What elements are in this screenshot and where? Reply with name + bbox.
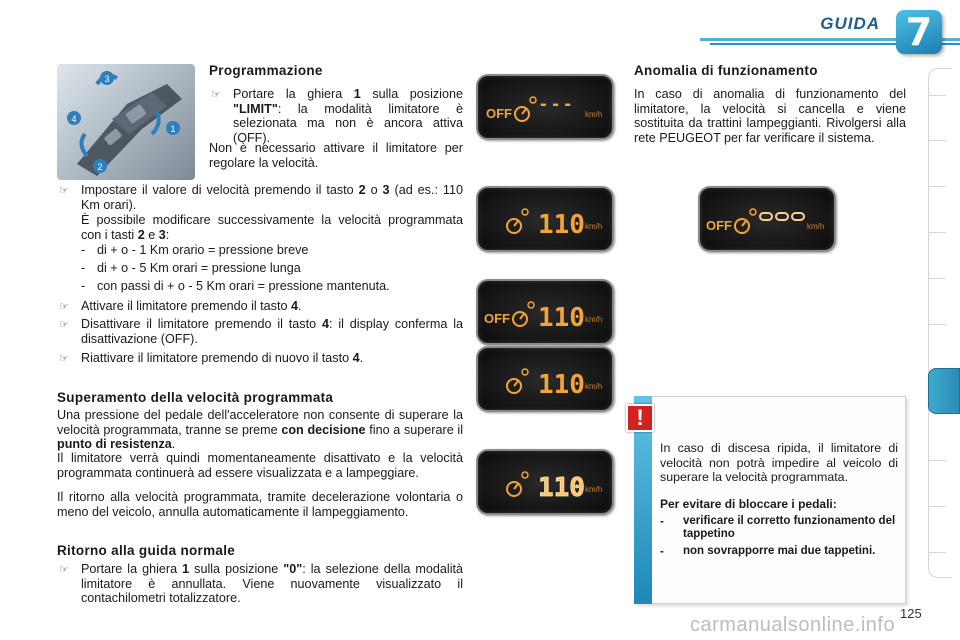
tab-divider bbox=[928, 460, 946, 461]
display-off-speed bbox=[476, 279, 614, 345]
warning-heading: Per evitare di bloccare i pedali: bbox=[660, 497, 837, 511]
display-unit: km/h bbox=[807, 222, 825, 231]
display-anomaly bbox=[698, 186, 836, 252]
display-unit: km/h bbox=[585, 110, 603, 119]
section-title-superamento: Superamento della velocità programmata bbox=[57, 390, 334, 405]
pointing-hand-icon: ☞ bbox=[59, 185, 69, 197]
display-off-label: OFF bbox=[706, 218, 732, 233]
dash-marker: - bbox=[660, 516, 664, 528]
section-title-programmazione: Programmazione bbox=[209, 63, 323, 78]
warning-item-sovrapporre: non sovrapporre mai due tappetini. bbox=[683, 545, 876, 557]
warning-item-tappetino: verificare il corretto funzionamento del tappetino bbox=[683, 515, 896, 540]
display-flashing-speed bbox=[476, 449, 614, 515]
stalk-label-2: 2 bbox=[97, 162, 103, 172]
display-off-dashes bbox=[476, 74, 614, 140]
display-unit: km/h bbox=[585, 485, 603, 494]
tab-divider bbox=[928, 506, 946, 507]
flashing-dash bbox=[776, 213, 788, 220]
display-off-label: OFF bbox=[486, 106, 512, 121]
pointing-hand-icon: ☞ bbox=[59, 564, 69, 576]
superamento-paragraph-3: Il ritorno alla velocità programmata, tramite decelerazione volontaria o meno del veicolo, annulla automaticamente il lampeggiamento. bbox=[57, 490, 463, 519]
display-off-label: OFF bbox=[484, 311, 510, 326]
stalk-label-4: 4 bbox=[71, 114, 77, 124]
disattivare-bullet: Disattivare il limitatore premendo il tasto 4: il display conferma la disattivazione (OFF). bbox=[81, 317, 464, 346]
watermark: carmanualsonline.info bbox=[690, 614, 896, 636]
section-title-ritorno: Ritorno alla guida normale bbox=[57, 543, 236, 558]
display-unit: km/h bbox=[585, 382, 603, 391]
flashing-dash bbox=[760, 213, 772, 220]
display-reactivated-speed bbox=[476, 346, 614, 412]
impostare-subtext: È possibile modificare successivamente la velocità programmata con i tasti 2 e 3: bbox=[81, 213, 463, 242]
tab-divider bbox=[928, 95, 946, 96]
display-speed-value: 110 bbox=[538, 210, 585, 240]
attivare-bullet: Attivare il limitatore premendo il tasto 4. bbox=[81, 299, 302, 313]
programmazione-note: Non è necessario attivare il limitatore per regolare la velocità. bbox=[209, 141, 463, 170]
superamento-paragraph-2: Il limitatore verrà quindi momentaneamente disattivato e la velocità programmata continuerà ad essere visualizzata e a lampeggiare. bbox=[57, 451, 463, 480]
pointing-hand-icon: ☞ bbox=[59, 319, 69, 331]
tab-divider bbox=[928, 186, 946, 187]
pointing-hand-icon: ☞ bbox=[211, 89, 221, 101]
impostare-bullet: Impostare il valore di velocità premendo il tasto 2 o 3 (ad es.: 110 Km orari). bbox=[81, 183, 463, 212]
display-unit: km/h bbox=[585, 222, 603, 231]
display-speed-value: 110 bbox=[538, 303, 585, 333]
chapter-number-badge: 7 bbox=[896, 10, 942, 54]
display-speed-value-flashing: 110 bbox=[538, 473, 585, 503]
dash-marker: - bbox=[81, 279, 86, 293]
tab-divider bbox=[928, 552, 946, 553]
superamento-paragraph-1: Una pressione del pedale dell'acceleratore non consente di superare la velocità programmata, tranne se preme con decisione fino a superare il punto di resistenza. bbox=[57, 408, 464, 451]
tab-divider bbox=[928, 278, 946, 279]
chapter-title: GUIDA bbox=[820, 14, 880, 33]
section-title-anomalia: Anomalia di funzionamento bbox=[634, 63, 818, 78]
stalk-label-3: 3 bbox=[104, 74, 110, 84]
riattivare-bullet: Riattivare il limitatore premendo di nuovo il tasto 4. bbox=[81, 351, 364, 365]
display-speed-value: 110 bbox=[538, 370, 585, 400]
display-set-speed bbox=[476, 186, 614, 252]
pointing-hand-icon: ☞ bbox=[59, 353, 69, 365]
warning-text: In caso di discesa ripida, il limitatore di velocità non potrà impedire al veicolo di superare la velocità programmata. bbox=[660, 441, 898, 484]
dash-marker: - bbox=[81, 261, 86, 275]
speed-limiter-stalk-illustration bbox=[57, 64, 195, 180]
ritorno-bullet: Portare la ghiera 1 sulla posizione "0": la selezione della modalità limitatore è annullata. Viene nuovamente visualizzato il contachilometri totalizzatore. bbox=[81, 562, 464, 605]
tab-divider bbox=[928, 232, 946, 233]
warning-exclamation-icon: ! bbox=[626, 404, 654, 432]
active-chapter-tab[interactable] bbox=[928, 368, 960, 414]
display-dashes: - - - bbox=[540, 93, 572, 115]
programmazione-bullet: Portare la ghiera 1 sulla posizione "LIMIT": la modalità limitatore è selezionata ma non è ancora attiva (OFF). bbox=[233, 87, 463, 145]
dash-marker: - bbox=[81, 243, 86, 257]
stalk-label-1: 1 bbox=[170, 124, 176, 134]
adjust-step-hold: con passi di + o - 5 Km orari = pressione mantenuta. bbox=[97, 279, 390, 293]
flashing-dash bbox=[792, 213, 804, 220]
display-unit: km/h bbox=[585, 315, 603, 324]
dash-marker: - bbox=[660, 546, 664, 558]
pointing-hand-icon: ☞ bbox=[59, 301, 69, 313]
tab-divider bbox=[928, 324, 946, 325]
page-number: 125 bbox=[900, 606, 922, 621]
adjust-step-5: di + o - 5 Km orari = pressione lunga bbox=[97, 261, 301, 275]
anomalia-text: In caso di anomalia di funzionamento del limitatore, la velocità si cancella e viene sostituita da trattini lampeggianti. Rivolgersi alla rete PEUGEOT per far verificare il sistema. bbox=[634, 87, 906, 145]
adjust-step-1: di + o - 1 Km orario = pressione breve bbox=[97, 243, 309, 257]
chapter-tab-strip bbox=[928, 68, 952, 578]
tab-divider bbox=[928, 140, 946, 141]
